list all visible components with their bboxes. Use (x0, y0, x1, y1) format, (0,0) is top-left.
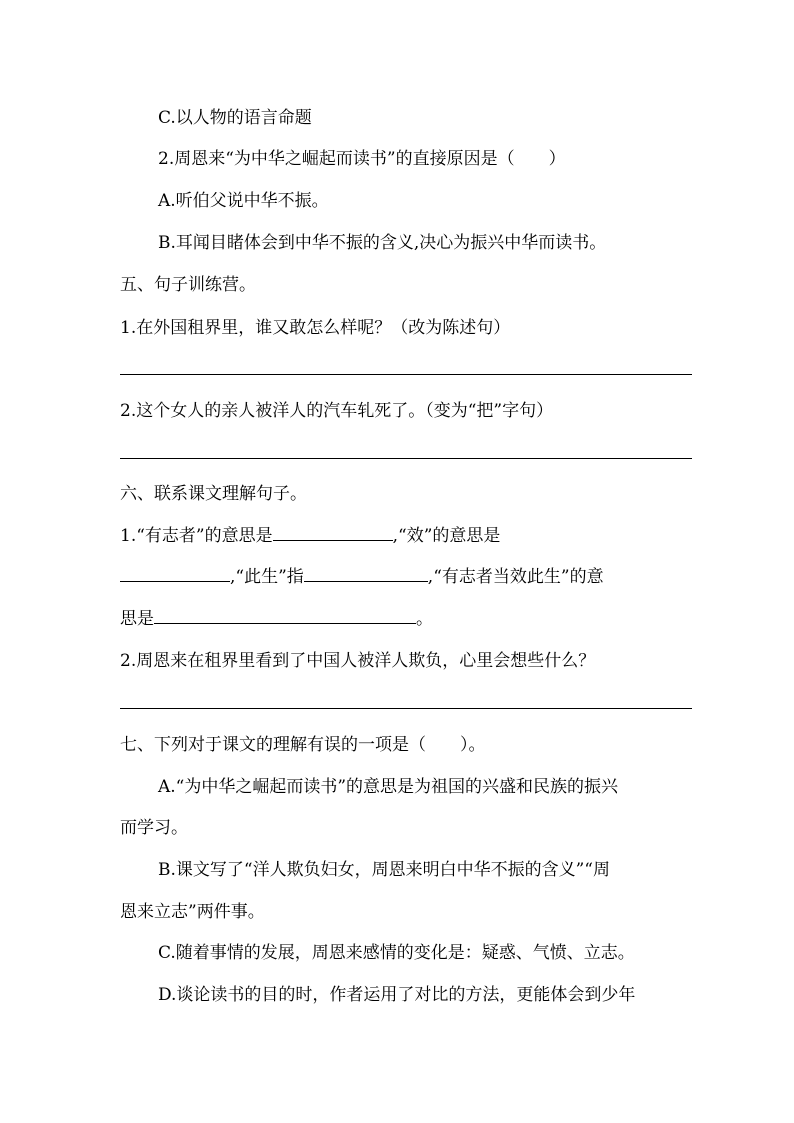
answer-line[interactable] (120, 458, 692, 459)
fill-blank[interactable] (154, 607, 416, 624)
section-7-heading: 七、下列对于课文的理解有误的一项是（ ）。 (120, 735, 486, 755)
section-5-question-2: 2.这个女人的亲人被洋人的汽车轧死了。（变为“把”字句） (120, 401, 554, 421)
section-6-question-1-line-1 (120, 524, 500, 548)
question-2-text: 2.周恩来“为中华之崛起而读书”的直接原因是（ ） (158, 149, 566, 169)
section-6-question-1-line-3 (120, 607, 433, 631)
option-b-line-2: 恩来立志”两件事。 (120, 902, 265, 922)
option-a-line-1: A.“为中华之崛起而读书”的意思是为祖国的兴盛和民族的振兴 (158, 777, 619, 797)
section-5-question-1: 1.在外国租界里，谁又敢怎么样呢？（改为陈述句） (120, 318, 511, 338)
question-text: ,“此生”指 (230, 567, 304, 587)
question-text: 1.“有志者”的意思是 (120, 526, 273, 546)
option-b-text: B.耳闻目睹体会到中华不振的含义,决心为振兴中华而读书。 (158, 233, 607, 253)
option-b-line-1: B.课文写了“洋人欺负妇女，周恩来明白中华不振的含义”“周 (158, 860, 610, 880)
option-a-line-2: 而学习。 (120, 818, 188, 838)
section-6-heading: 六、联系课文理解句子。 (120, 484, 307, 504)
question-text: 思是 (120, 609, 154, 629)
question-text: ,“效”的意思是 (392, 526, 501, 546)
answer-line[interactable] (120, 708, 692, 709)
section-6-question-1-line-2 (120, 565, 604, 589)
fill-blank[interactable] (273, 524, 393, 541)
section-6-question-2: 2.周恩来在租界里看到了中国人被洋人欺负，心里会想些什么？ (120, 651, 596, 671)
fill-blank[interactable] (120, 565, 230, 582)
option-c-line: C.随着事情的发展，周恩来感情的变化是：疑惑、气愤、立志。 (158, 943, 635, 963)
question-text: 。 (416, 609, 433, 629)
section-5-heading: 五、句子训练营。 (120, 275, 256, 295)
option-d-line: D.谈论读书的目的时，作者运用了对比的方法，更能体会到少年 (158, 985, 636, 1005)
question-text: ,“有志者当效此生”的意 (427, 567, 604, 587)
option-a-text: A.听伯父说中华不振。 (158, 191, 329, 211)
option-c-text: C.以人物的语言命题 (158, 108, 312, 128)
fill-blank[interactable] (304, 565, 428, 582)
answer-line[interactable] (120, 374, 692, 375)
